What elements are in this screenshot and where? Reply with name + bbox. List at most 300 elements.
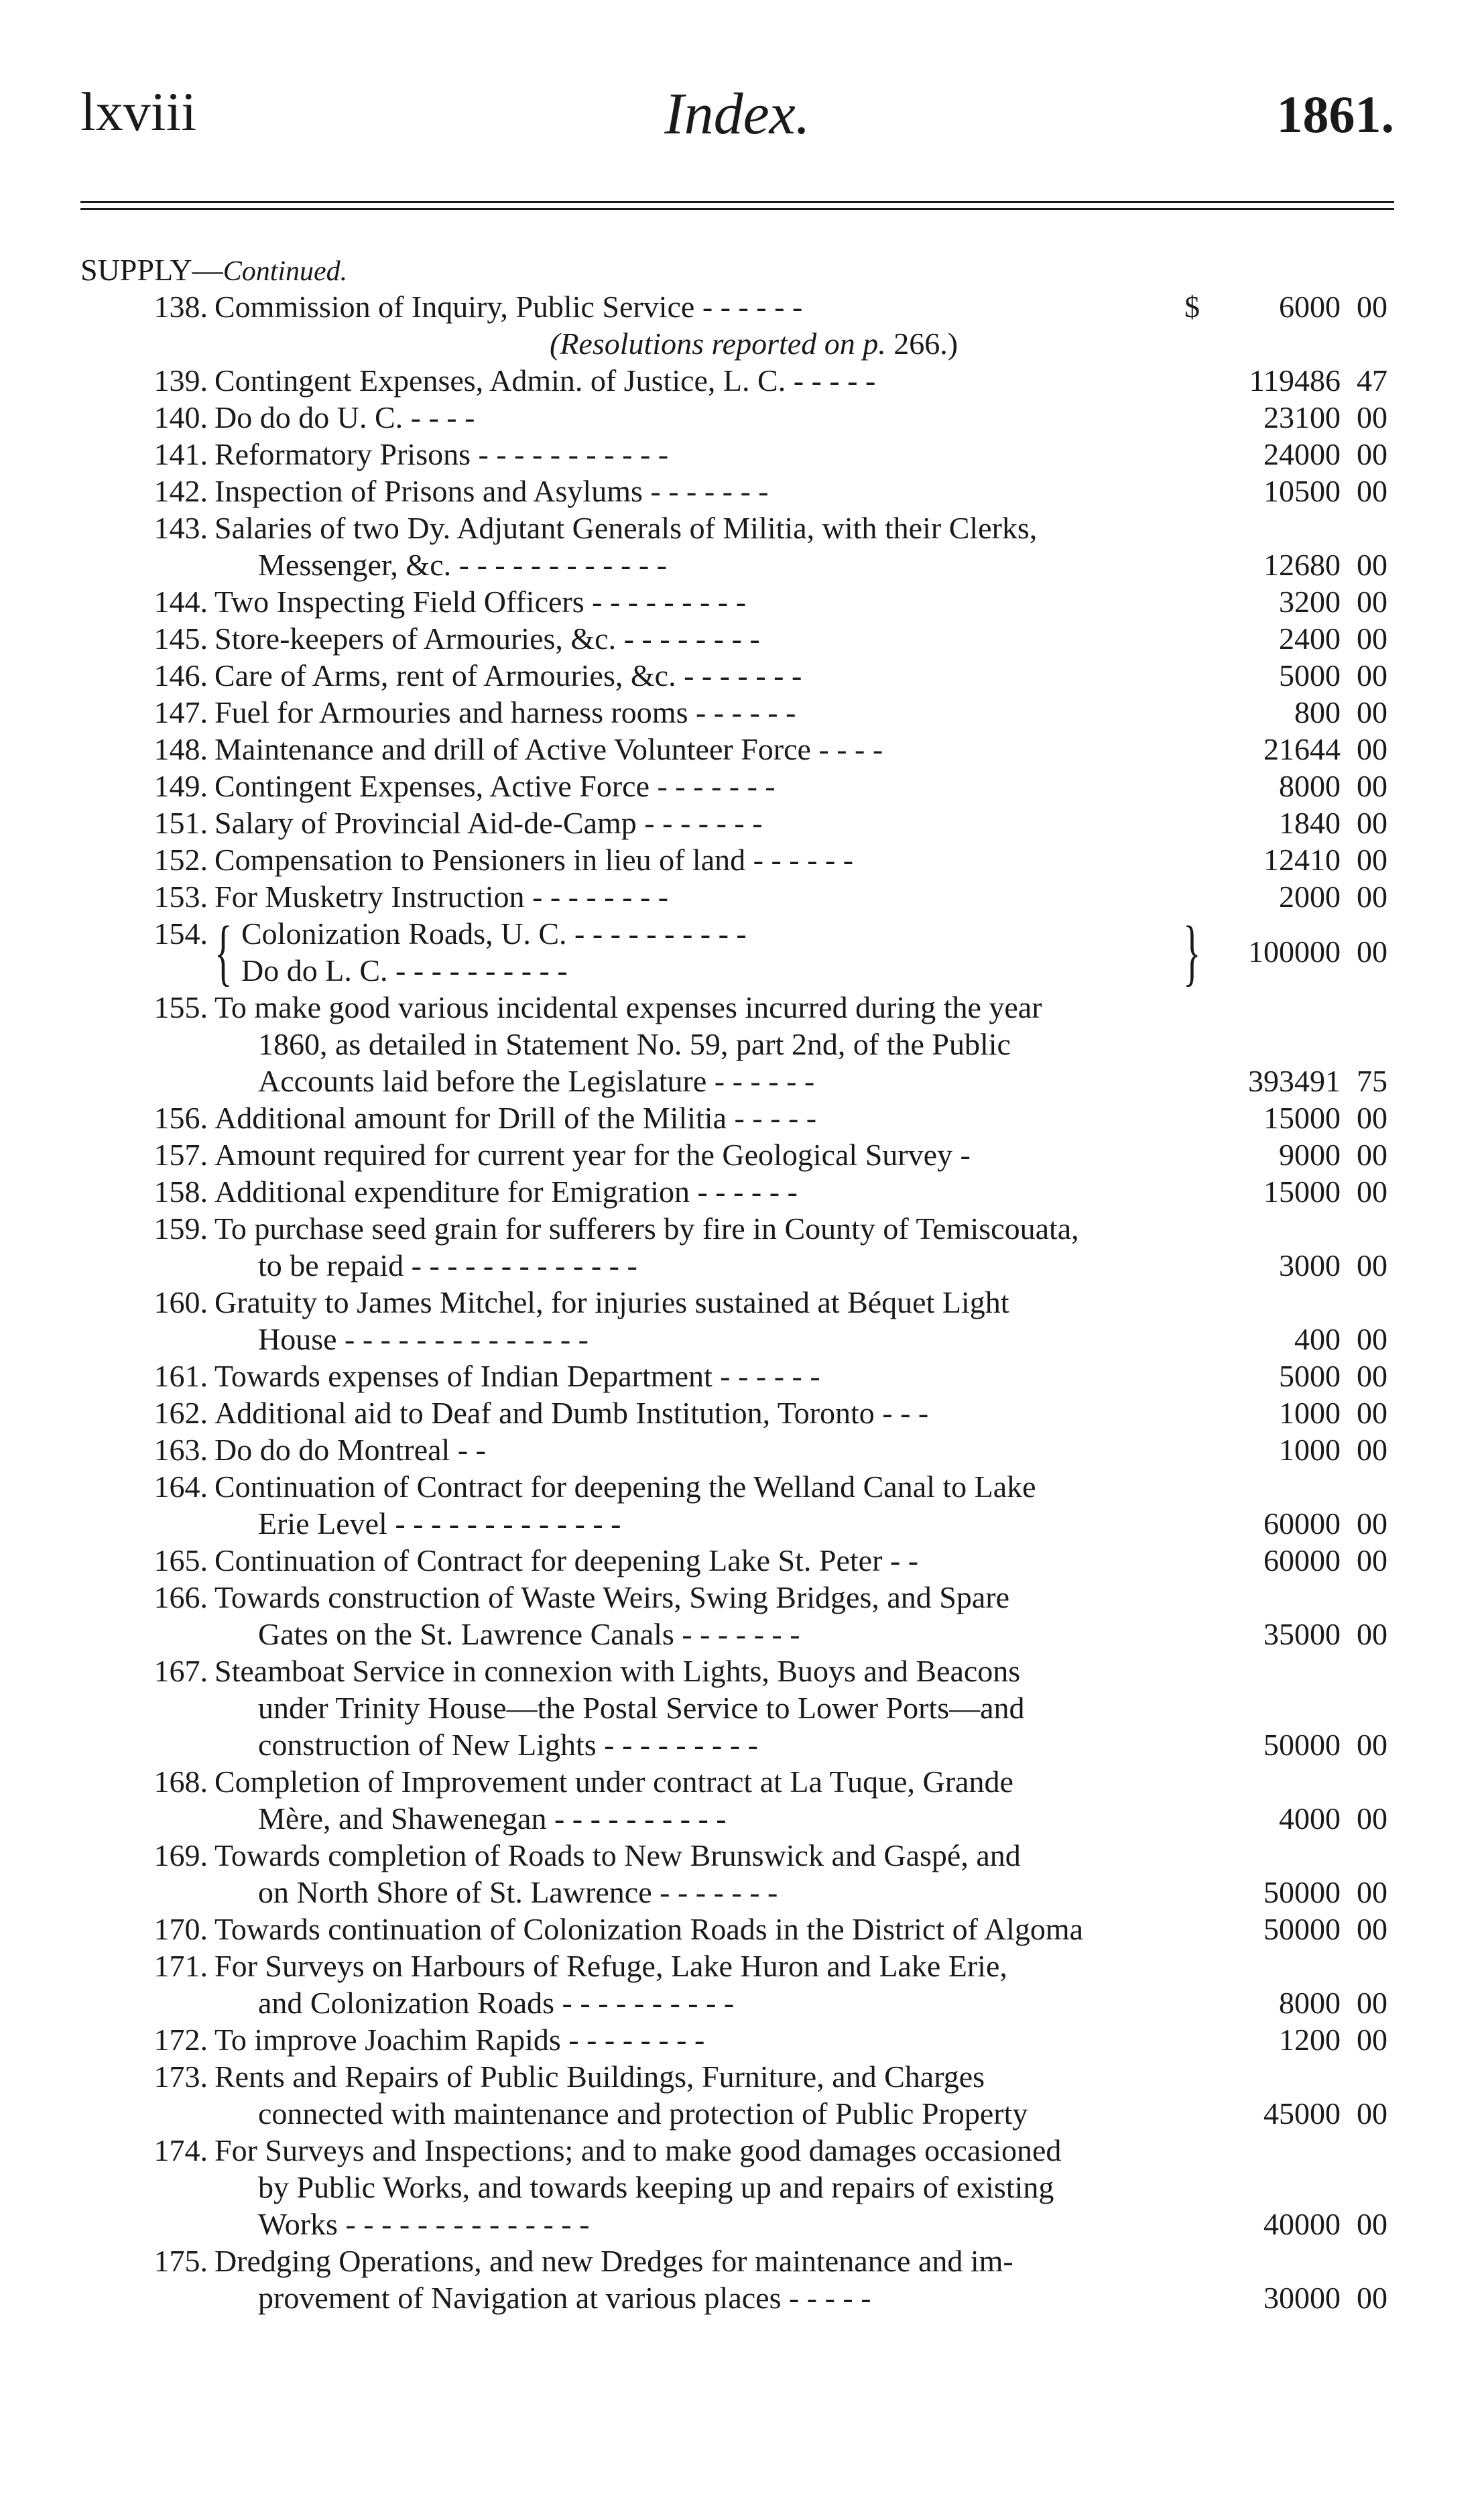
amount-cents: 00 <box>1357 1912 1387 1946</box>
amount-cents: 00 <box>1357 806 1387 840</box>
item-text: Do do L. C. - - - - - - - - - - <box>241 953 568 988</box>
item-text: Two Inspecting Field Officers - - - - - - - - - <box>214 585 747 619</box>
item-amount <box>1213 436 1394 473</box>
year: 1861. <box>1276 85 1394 143</box>
item-number: 144. <box>153 585 208 619</box>
supply-item <box>80 911 1394 993</box>
supply-item <box>80 1579 1394 1653</box>
item-number: 158. <box>153 1175 208 1209</box>
supply-item <box>80 1284 1394 1358</box>
item-text: House - - - - - - - - - - - - - - <box>258 1322 589 1356</box>
item-line <box>80 288 1394 325</box>
amount-cents: 00 <box>1357 437 1387 471</box>
item-text: Reformatory Prisons - - - - - - - - - - - <box>214 437 669 471</box>
item-text: Mère, and Shawenegan - - - - - - - - - - <box>258 1801 727 1836</box>
item-text: Additional aid to Deaf and Dumb Institution, Toronto - - - <box>214 1396 929 1430</box>
item-line <box>80 1505 1394 1542</box>
left-brace: { <box>214 911 233 993</box>
supply-item <box>80 1358 1394 1394</box>
amount-cents: 00 <box>1357 2281 1387 2315</box>
item-text: Gratuity to James Mitchel, for injuries sustained at Béquet Light <box>214 1285 1009 1319</box>
item-line <box>80 1026 1394 1063</box>
amount-dollars: 60000 <box>1263 1506 1341 1541</box>
section-heading <box>80 251 1394 288</box>
amount-dollars: 15000 <box>1263 1175 1341 1209</box>
amount-dollars: 60000 <box>1263 1543 1341 1577</box>
item-text: To make good various incidental expenses incurred during the year <box>214 990 1042 1024</box>
item-line <box>80 1247 1394 1284</box>
supply-item <box>80 989 1394 1099</box>
supply-item <box>80 2132 1394 2242</box>
item-number: 138. <box>153 290 208 324</box>
item-amount <box>1213 2279 1394 2316</box>
item-amount <box>1213 1800 1394 1837</box>
item-line <box>80 804 1394 841</box>
item-number: 147. <box>153 695 208 729</box>
amount-cents: 00 <box>1357 843 1387 877</box>
item-text: To improve Joachim Rapids - - - - - - - - <box>214 2023 705 2057</box>
item-amount <box>1213 1505 1394 1542</box>
item-number: 139. <box>153 363 208 398</box>
item-amount <box>1213 804 1394 841</box>
item-number: 160. <box>153 1285 208 1319</box>
item-text: Continuation of Contract for deepening the Welland Canal to Lake <box>214 1470 1036 1504</box>
item-line <box>80 1321 1394 1358</box>
item-line <box>80 657 1394 694</box>
note-text: (Resolutions reported on p. <box>550 326 894 361</box>
amount-cents: 00 <box>1357 1801 1387 1836</box>
item-line <box>80 620 1394 657</box>
item-text: Contingent Expenses, Admin. of Justice, L. C. - - - - - <box>214 363 876 398</box>
item-number: 165. <box>153 1543 208 1577</box>
item-text: Steamboat Service in connexion with Lights, Buoys and Beacons <box>214 1654 1021 1688</box>
item-text: Inspection of Prisons and Asylums - - - - - - - <box>214 474 769 508</box>
item-text: To purchase seed grain for sufferers by fire in County of Temiscouata, <box>214 1211 1079 1246</box>
item-number: 171. <box>153 1949 208 1983</box>
item-text: Accounts laid before the Legislature - - - - - - <box>258 1064 815 1098</box>
amount-cents: 00 <box>1357 1506 1387 1541</box>
dollar-sign: $ <box>1184 290 1200 324</box>
amount-dollars: 400 <box>1294 1322 1341 1356</box>
item-number: 174. <box>153 2133 208 2167</box>
amount-cents: 00 <box>1357 880 1387 914</box>
item-text: to be repaid - - - - - - - - - - - - - <box>258 1248 637 1282</box>
item-text: Towards continuation of Colonization Roads in the District of Algoma <box>214 1912 1084 1946</box>
item-number: 168. <box>153 1765 208 1799</box>
item-amount <box>1213 2206 1394 2242</box>
amount-cents: 00 <box>1357 1543 1387 1577</box>
item-line <box>80 1579 1394 1616</box>
supply-item <box>80 694 1394 731</box>
amount-dollars: 9000 <box>1279 1138 1341 1172</box>
amount-dollars: 50000 <box>1263 1875 1341 1909</box>
item-number: 151. <box>153 806 208 840</box>
item-line <box>80 1284 1394 1321</box>
item-number: 167. <box>153 1654 208 1688</box>
item-number: 149. <box>153 769 208 803</box>
amount-cents: 00 <box>1357 1396 1387 1430</box>
item-line <box>80 1136 1394 1173</box>
item-line <box>80 1874 1394 1911</box>
amount-cents: 00 <box>1357 1101 1387 1135</box>
item-number: 161. <box>153 1359 208 1393</box>
item-number: 143. <box>153 511 208 545</box>
amount-dollars: 23100 <box>1263 400 1341 434</box>
item-number: 175. <box>153 2244 208 2278</box>
supply-item <box>80 399 1394 436</box>
item-amount <box>1213 1984 1394 2021</box>
item-line <box>80 473 1394 510</box>
item-line <box>80 2242 1394 2279</box>
amount-cents: 00 <box>1357 658 1387 693</box>
item-line <box>80 1726 1394 1763</box>
resolution-note <box>550 325 958 362</box>
item-line <box>80 2279 1394 2316</box>
item-text: by Public Works, and towards keeping up and repairs of existing <box>258 2170 1054 2204</box>
item-number: 146. <box>153 658 208 693</box>
item-number: 173. <box>153 2059 208 2094</box>
item-text: Colonization Roads, U. C. - - - - - - - - - - <box>241 916 747 951</box>
amount-cents: 00 <box>1357 935 1387 969</box>
header-rule-bottom <box>80 208 1394 210</box>
amount-dollars: 21644 <box>1263 732 1341 766</box>
item-text: provement of Navigation at various places - - - - - <box>258 2281 871 2315</box>
item-line <box>80 583 1394 620</box>
item-text: construction of New Lights - - - - - - - - - <box>258 1728 758 1762</box>
item-number: 163. <box>153 1433 208 1467</box>
item-text: Additional amount for Drill of the Militia - - - - - <box>214 1101 817 1135</box>
item-amount <box>1213 841 1394 878</box>
supply-item <box>80 1173 1394 1210</box>
amount-cents: 00 <box>1357 732 1387 766</box>
amount-dollars: 5000 <box>1279 658 1341 693</box>
amount-cents: 00 <box>1357 1359 1387 1393</box>
item-text: Salaries of two Dy. Adjutant Generals of Militia, with their Clerks, <box>214 511 1038 545</box>
amount-cents: 00 <box>1357 400 1387 434</box>
item-text: Fuel for Armouries and harness rooms - - - - - - <box>214 695 796 729</box>
item-line <box>80 2169 1394 2206</box>
item-line <box>80 1358 1394 1394</box>
item-line <box>80 436 1394 473</box>
amount-dollars: 2000 <box>1279 880 1341 914</box>
supply-item <box>80 804 1394 841</box>
item-amount <box>1213 1911 1394 1948</box>
supply-item <box>80 288 1394 325</box>
supply-item <box>80 1763 1394 1837</box>
amount-dollars: 40000 <box>1263 2207 1341 2241</box>
item-text: 1860, as detailed in Statement No. 59, part 2nd, of the Public <box>258 1027 1011 1061</box>
item-text: For Surveys on Harbours of Refuge, Lake Huron and Lake Erie, <box>214 1949 1007 1983</box>
item-text: Amount required for current year for the Geological Survey - <box>214 1138 971 1172</box>
item-text: Dredging Operations, and new Dredges for maintenance and im- <box>214 2244 1013 2278</box>
item-line <box>80 1210 1394 1247</box>
item-amount <box>1213 1874 1394 1911</box>
item-amount <box>1213 1358 1394 1394</box>
item-line <box>80 1763 1394 1800</box>
item-amount <box>1213 362 1394 399</box>
item-amount <box>1213 1616 1394 1653</box>
item-amount <box>1213 1173 1394 1210</box>
resolution-note-line <box>80 325 1394 362</box>
item-text: Gates on the St. Lawrence Canals - - - - - - - <box>258 1617 800 1651</box>
item-line <box>80 768 1394 804</box>
item-line <box>80 1616 1394 1653</box>
item-line <box>80 2132 1394 2169</box>
amount-dollars: 6000 <box>1279 290 1341 324</box>
amount-dollars: 50000 <box>1263 1728 1341 1762</box>
item-text: Towards construction of Waste Weirs, Swing Bridges, and Spare <box>214 1580 1010 1614</box>
supply-item <box>80 1394 1394 1431</box>
item-number: 156. <box>153 1101 208 1135</box>
amount-cents: 75 <box>1357 1064 1387 1098</box>
supply-item <box>80 1653 1394 1763</box>
item-amount <box>1213 399 1394 436</box>
item-text: Commission of Inquiry, Public Service - - - - - - <box>214 290 803 324</box>
item-amount <box>1213 1247 1394 1284</box>
amount-dollars: 15000 <box>1263 1101 1341 1135</box>
supply-item <box>80 1911 1394 1948</box>
amount-dollars: 12410 <box>1263 843 1341 877</box>
item-number: 169. <box>153 1838 208 1872</box>
amount-cents: 00 <box>1357 621 1387 656</box>
item-line <box>80 1653 1394 1689</box>
item-text: Works - - - - - - - - - - - - - - <box>258 2207 590 2241</box>
amount-dollars: 45000 <box>1263 2096 1341 2131</box>
amount-cents: 00 <box>1357 2096 1387 2131</box>
item-amount <box>1213 1136 1394 1173</box>
amount-cents: 00 <box>1357 2207 1387 2241</box>
amount-cents: 00 <box>1357 1728 1387 1762</box>
item-amount <box>1213 768 1394 804</box>
item-amount <box>1213 878 1394 915</box>
amount-dollars: 1000 <box>1279 1396 1341 1430</box>
item-line <box>80 2095 1394 2132</box>
amount-dollars: 1000 <box>1279 1433 1341 1467</box>
supply-item <box>80 1136 1394 1173</box>
item-line <box>80 1468 1394 1505</box>
item-amount <box>1213 288 1394 325</box>
item-number: 148. <box>153 732 208 766</box>
running-title: Index. <box>664 82 810 147</box>
amount-dollars: 800 <box>1294 695 1341 729</box>
item-line <box>80 1394 1394 1431</box>
supply-item <box>80 2242 1394 2316</box>
amount-cents: 00 <box>1357 585 1387 619</box>
item-text: For Musketry Instruction - - - - - - - - <box>214 880 669 914</box>
amount-cents: 00 <box>1357 1248 1387 1282</box>
amount-dollars: 8000 <box>1279 769 1341 803</box>
supply-item <box>80 436 1394 473</box>
item-amount <box>1213 583 1394 620</box>
item-line <box>80 510 1394 546</box>
item-amount <box>1213 1394 1394 1431</box>
item-amount <box>1213 546 1394 583</box>
supply-item <box>80 768 1394 804</box>
supply-item <box>80 1468 1394 1542</box>
item-amount <box>1213 2021 1394 2058</box>
item-amount <box>1213 2095 1394 2132</box>
supply-item <box>80 1431 1394 1468</box>
item-number: 155. <box>153 990 208 1024</box>
item-text: For Surveys and Inspections; and to make good damages occasioned <box>214 2133 1062 2167</box>
supply-item <box>80 841 1394 878</box>
amount-dollars: 100000 <box>1248 935 1341 969</box>
amount-dollars: 50000 <box>1263 1912 1341 1946</box>
item-number: 154. <box>153 916 208 951</box>
item-amount <box>1213 1542 1394 1579</box>
supply-item <box>80 1837 1394 1911</box>
supply-item <box>80 878 1394 915</box>
item-amount <box>1213 620 1394 657</box>
amount-cents: 00 <box>1357 1617 1387 1651</box>
item-line <box>80 1800 1394 1837</box>
supply-item <box>80 473 1394 510</box>
supply-item <box>80 1099 1394 1136</box>
amount-cents: 00 <box>1357 2023 1387 2057</box>
item-text: Maintenance and drill of Active Volunteer Force - - - - <box>214 732 883 766</box>
item-text: Towards completion of Roads to New Brunswick and Gaspé, and <box>214 1838 1021 1872</box>
item-text: Towards expenses of Indian Department - - - - - - <box>214 1359 820 1393</box>
item-line <box>80 1689 1394 1726</box>
supply-item <box>80 1210 1394 1284</box>
supply-item <box>80 2058 1394 2132</box>
item-text: Erie Level - - - - - - - - - - - - - <box>258 1506 621 1541</box>
item-line <box>80 1911 1394 1948</box>
item-amount <box>1213 694 1394 731</box>
item-number: 166. <box>153 1580 208 1614</box>
amount-dollars: 3000 <box>1279 1248 1341 1282</box>
item-number: 153. <box>153 880 208 914</box>
page-number: lxviii <box>80 81 197 142</box>
item-text: connected with maintenance and protection of Public Property <box>258 2096 1028 2131</box>
item-number: 152. <box>153 843 208 877</box>
item-number: 140. <box>153 400 208 434</box>
item-text: under Trinity House—the Postal Service to Lower Ports—and <box>258 1691 1025 1725</box>
item-text: and Colonization Roads - - - - - - - - - - <box>258 1986 735 2020</box>
item-amount <box>1213 473 1394 510</box>
amount-dollars: 10500 <box>1263 474 1341 508</box>
item-number: 141. <box>153 437 208 471</box>
supply-item <box>80 620 1394 657</box>
supply-item <box>80 583 1394 620</box>
amount-cents: 00 <box>1357 1138 1387 1172</box>
item-line <box>80 1542 1394 1579</box>
item-line <box>80 2021 1394 2058</box>
supply-index <box>80 251 1394 2316</box>
item-number: 164. <box>153 1470 208 1504</box>
page-header <box>80 80 1394 174</box>
item-line <box>80 1948 1394 1984</box>
item-amount <box>1213 1063 1394 1099</box>
amount-cents: 00 <box>1357 1986 1387 2020</box>
supply-item <box>80 731 1394 768</box>
item-text: Additional expenditure for Emigration - - - - - - <box>214 1175 798 1209</box>
item-text: on North Shore of St. Lawrence - - - - - - - <box>258 1875 778 1909</box>
item-text: Do do do Montreal - - <box>214 1433 486 1467</box>
amount-dollars: 393491 <box>1248 1064 1341 1098</box>
item-line <box>80 399 1394 436</box>
supply-item <box>80 510 1394 583</box>
amount-dollars: 5000 <box>1279 1359 1341 1393</box>
item-line <box>80 1063 1394 1099</box>
item-number: 159. <box>153 1211 208 1246</box>
amount-dollars: 119486 <box>1249 363 1341 398</box>
item-text: Salary of Provincial Aid-de-Camp - - - - - - - <box>214 806 763 840</box>
amount-cents: 00 <box>1357 695 1387 729</box>
item-text: Compensation to Pensioners in lieu of land - - - - - - <box>214 843 854 877</box>
amount-cents: 47 <box>1357 363 1387 398</box>
amount-dollars: 24000 <box>1263 437 1341 471</box>
item-line <box>80 989 1394 1026</box>
amount-dollars: 35000 <box>1263 1617 1341 1651</box>
amount-dollars: 1200 <box>1279 2023 1341 2057</box>
item-line <box>80 2058 1394 2095</box>
item-line <box>80 731 1394 768</box>
amount-cents: 00 <box>1357 1175 1387 1209</box>
amount-cents: 00 <box>1357 769 1387 803</box>
item-text: Care of Arms, rent of Armouries, &c. - - - - - - - <box>214 658 802 693</box>
item-text: Continuation of Contract for deepening Lake St. Peter - - <box>214 1543 919 1577</box>
item-line <box>80 362 1394 399</box>
supply-item <box>80 657 1394 694</box>
item-number: 170. <box>153 1912 208 1946</box>
item-line <box>80 546 1394 583</box>
amount-dollars: 1840 <box>1279 806 1341 840</box>
item-amount <box>1213 657 1394 694</box>
item-number: 157. <box>153 1138 208 1172</box>
amount-dollars: 2400 <box>1279 621 1341 656</box>
supply-item <box>80 362 1394 399</box>
supply-item <box>80 2021 1394 2058</box>
item-line <box>80 1984 1394 2021</box>
item-line <box>80 1837 1394 1874</box>
amount-cents: 00 <box>1357 474 1387 508</box>
amount-dollars: 30000 <box>1263 2281 1341 2315</box>
item-amount <box>1213 1726 1394 1763</box>
section-label: SUPPLY— <box>80 253 223 287</box>
amount-dollars: 12680 <box>1263 548 1341 582</box>
amount-cents: 00 <box>1357 1433 1387 1467</box>
item-text: Contingent Expenses, Active Force - - - - - - - <box>214 769 776 803</box>
item-amount <box>1213 1431 1394 1468</box>
item-text: Do do do U. C. - - - - <box>214 400 475 434</box>
item-line <box>80 1099 1394 1136</box>
note-ref: 266.) <box>893 326 959 361</box>
item-amount <box>1213 1321 1394 1358</box>
item-text: Completion of Improvement under contract at La Tuque, Grande <box>214 1765 1013 1799</box>
item-number: 172. <box>153 2023 208 2057</box>
item-line <box>80 1173 1394 1210</box>
item-text: Rents and Repairs of Public Buildings, Furniture, and Charges <box>214 2059 985 2094</box>
item-number: 142. <box>153 474 208 508</box>
amount-dollars: 8000 <box>1279 1986 1341 2020</box>
item-amount <box>1213 731 1394 768</box>
item-amount <box>1213 1099 1394 1136</box>
right-brace: } <box>1183 911 1201 993</box>
amount-dollars: 3200 <box>1279 585 1341 619</box>
item-line <box>80 1431 1394 1468</box>
section-continued: Continued. <box>223 256 348 287</box>
item-text: Messenger, &c. - - - - - - - - - - - - <box>258 548 667 582</box>
item-line <box>80 2206 1394 2242</box>
item-line <box>80 694 1394 731</box>
amount-cents: 00 <box>1357 290 1387 324</box>
supply-item <box>80 1948 1394 2021</box>
item-line <box>80 841 1394 878</box>
item-number: 162. <box>153 1396 208 1430</box>
amount-dollars: 4000 <box>1279 1801 1341 1836</box>
amount-cents: 00 <box>1357 1875 1387 1909</box>
